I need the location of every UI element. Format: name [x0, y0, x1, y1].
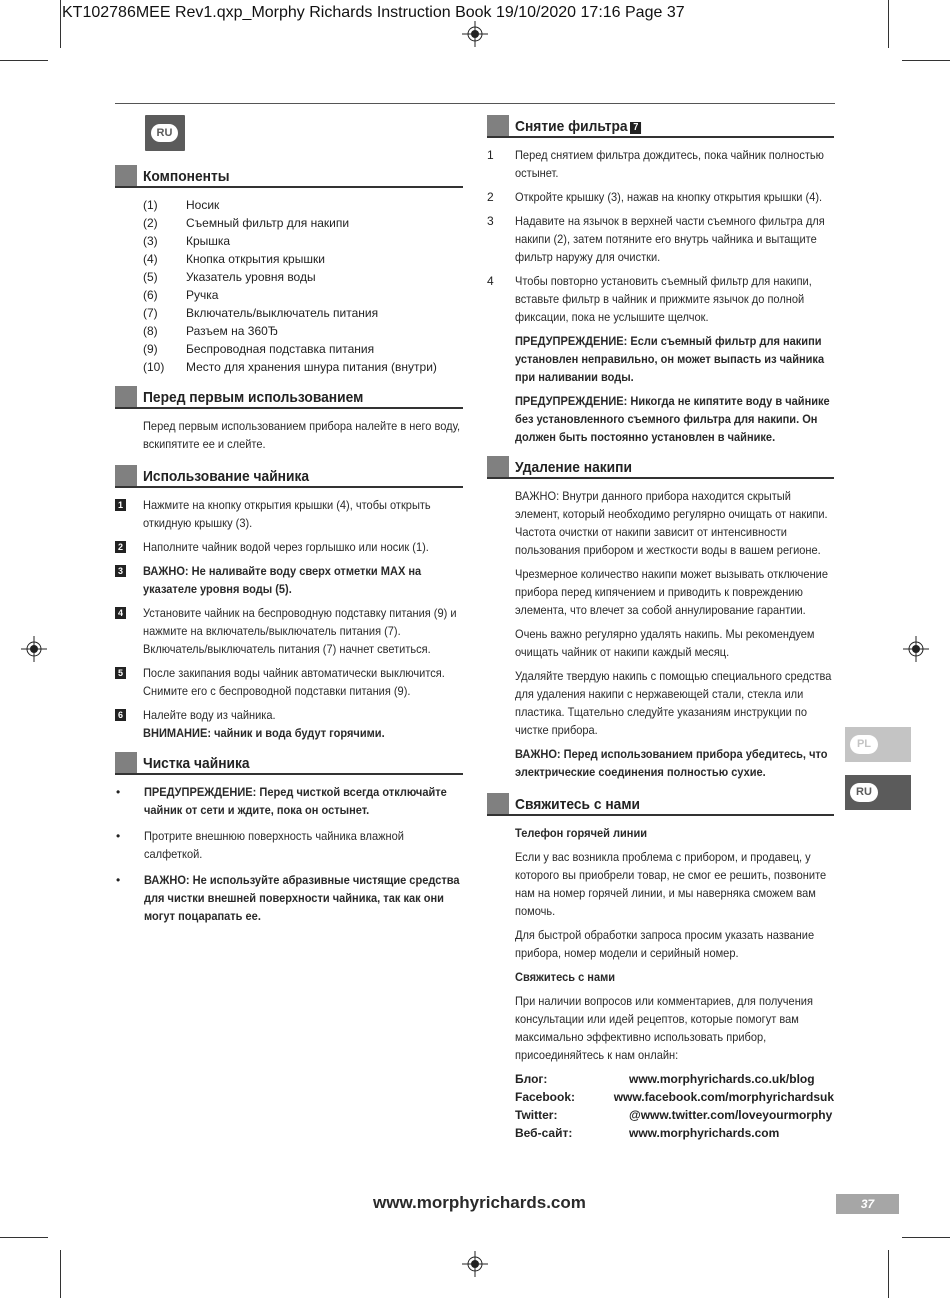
component-number: (6)	[143, 288, 158, 302]
section-heading	[115, 463, 463, 488]
bullet-text-inner: Протрите внешнюю поверхность чайника влажной салфеткой.	[144, 829, 404, 861]
hotline-details-text: Для быстрой обработки запроса просим указать название прибора, номер модели и серийный номер.	[515, 928, 815, 960]
filter-steps	[487, 146, 834, 326]
registration-mark-icon	[21, 636, 47, 662]
language-tab-ru	[845, 775, 911, 810]
contact-link-label: Веб-сайт:	[515, 1126, 573, 1140]
step-text	[515, 188, 834, 206]
contact-link-label: Блог:	[515, 1072, 548, 1086]
step-text	[515, 212, 834, 266]
step-text-inner: Перед снятием фильтра дождитесь, пока чайник полностью остынет.	[515, 148, 824, 180]
component-label: Ручка	[186, 288, 219, 302]
component-item	[115, 250, 463, 268]
section-heading	[487, 454, 834, 479]
language-tab-label: PL	[850, 735, 878, 754]
component-item	[115, 322, 463, 340]
component-label: Носик	[186, 198, 220, 212]
step-bold: ВАЖНО: Не наливайте воду сверх отметки MAX на указателе уровня воды (5).	[143, 564, 422, 596]
first-use-title: Перед первым использованием	[143, 389, 364, 406]
step-text	[143, 664, 463, 700]
component-label: Место для хранения шнура питания (внутри)	[186, 360, 437, 374]
contact-link-url[interactable]: @www.twitter.com/loveyourmorphy	[629, 1108, 833, 1122]
contact-link-row	[515, 1124, 834, 1142]
component-label: Разъем на 360Ђ	[186, 324, 279, 338]
registration-mark-icon	[462, 21, 488, 47]
bullet-text-inner: ВАЖНО: Не используйте абразивные чистящие средства для чистки внешней поверхности чайника, так как они могут поцарапать ее.	[144, 873, 460, 923]
filter-warnings	[487, 332, 834, 446]
section-heading	[487, 113, 834, 138]
component-label: Беспроводная подставка питания	[186, 342, 375, 356]
contact-link-row	[515, 1106, 834, 1124]
contact-link-url[interactable]: www.facebook.com/morphyrichardsuk	[613, 1090, 834, 1104]
step-text	[143, 562, 463, 598]
contact-heading: Свяжитесь с нами	[515, 970, 616, 984]
step-text	[143, 706, 406, 742]
filter-step	[487, 272, 834, 326]
component-number: (7)	[143, 306, 158, 320]
step-number: 1	[487, 148, 494, 162]
heading-square	[115, 386, 137, 407]
heading-square	[115, 465, 137, 486]
step-text-inner	[143, 538, 452, 556]
using-step	[115, 706, 463, 742]
crop-mark	[60, 0, 61, 48]
step-body: После закипания воды чайник автоматически выключится. Снимите его с беспроводной подставки питания (9).	[143, 666, 445, 698]
section-heading	[487, 791, 834, 816]
cleaning-bullet	[115, 783, 463, 819]
descale-paragraph	[487, 667, 834, 739]
component-number: (10)	[143, 360, 165, 374]
filter-step	[487, 212, 834, 266]
registration-mark-icon	[462, 1251, 488, 1277]
figure-number: 7	[630, 122, 641, 134]
first-use-text: Перед первым использованием прибора налейте в него воду, вскипятите ее и слейте.	[143, 419, 461, 451]
section-heading	[115, 163, 463, 188]
component-number: (3)	[143, 234, 158, 248]
component-label: Крышка	[186, 234, 231, 248]
paragraph-text: Удаляйте твердую накипь с помощью специального средства для удаления накипи с нержавеющей стали, стекла или пластика. Тщательно следуйте указаниям инструкции по чистке прибора.	[515, 669, 832, 737]
contact-section	[487, 791, 834, 1142]
hotline-text: Если у вас возникла проблема с прибором, и продавец, у которого вы приобрели товар, не смог ее решить, позвоните нам на номер горячей линии, и мы наверняка сможем вам помочь.	[515, 850, 827, 918]
component-number: (9)	[143, 342, 158, 356]
step-text-inner	[143, 664, 461, 700]
contact-text: При наличии вопросов или комментариев, для получения консультации или идей рецептов, которые помогут вам максимально эффективно использовать прибор, присоединяйтесь к нам онлайн:	[515, 994, 813, 1062]
descale-title: Удаление накипи	[515, 459, 632, 476]
bullet-text	[144, 871, 463, 925]
step-body: Нажмите на кнопку открытия крышки (4), чтобы открыть откидную крышку (3).	[143, 498, 431, 530]
filter-step	[487, 188, 834, 206]
step-number-box: 1	[115, 499, 126, 511]
language-tab-pl	[845, 727, 911, 762]
using-section	[115, 463, 463, 742]
component-item	[115, 196, 463, 214]
left-column	[115, 163, 463, 933]
descale-paragraph	[487, 625, 834, 661]
component-item	[115, 268, 463, 286]
using-step	[115, 604, 463, 658]
step-text	[515, 146, 834, 182]
component-number: (8)	[143, 324, 158, 338]
language-logo	[145, 115, 185, 151]
print-slug: KT102786MEE Rev1.qxp_Morphy Richards Instruction Book 19/10/2020 17:16 Page 37	[62, 4, 685, 21]
component-item	[115, 286, 463, 304]
top-rule	[115, 103, 835, 104]
contact-link-label: Twitter:	[515, 1108, 558, 1122]
registration-mark-icon	[903, 636, 929, 662]
step-number-box: 3	[115, 565, 126, 577]
step-number: 2	[487, 190, 494, 204]
crop-mark	[0, 60, 48, 61]
step-text-inner: Чтобы повторно установить съемный фильтр для накипи, вставьте фильтр в чайник и прижмите язычок до полной фиксации, пока не услышите щелчок.	[515, 274, 812, 324]
paragraph-text: ВАЖНО: Внутри данного прибора находится скрытый элемент, который необходимо регулярно очищать от накипи. Частота очистки от накипи зависит от интенсивности пользования прибором и жесткости воды в вашем регионе.	[515, 489, 828, 557]
descale-warning: ВАЖНО: Перед использованием прибора убедитесь, что электрические соединения полностью сухие.	[515, 747, 828, 779]
section-heading	[115, 750, 463, 775]
paragraph-text: Очень важно регулярно удалять накипь. Мы рекомендуем очищать чайник от накипи каждый месяц.	[515, 627, 815, 659]
step-bold: ВНИМАНИЕ: чайник и вода будут горячими.	[143, 726, 385, 740]
step-text-inner	[143, 706, 404, 742]
component-item	[115, 304, 463, 322]
heading-square	[487, 793, 509, 814]
using-step	[115, 496, 463, 532]
filter-section	[487, 113, 834, 446]
bullet-symbol: •	[116, 829, 121, 843]
contact-link-url[interactable]: www.morphyrichards.com	[629, 1126, 780, 1140]
component-item	[115, 214, 463, 232]
crop-mark	[888, 1250, 889, 1298]
heading-square	[487, 115, 509, 136]
step-number: 4	[487, 274, 494, 288]
cleaning-section	[115, 750, 463, 925]
warning-text: ПРЕДУПРЕЖДЕНИЕ: Никогда не кипятите воду в чайнике без установленного съемного фильтра для накипи. Он должен быть постоянно установлен в чайнике.	[515, 394, 830, 444]
step-number-box: 2	[115, 541, 126, 553]
contact-link-row	[515, 1088, 834, 1106]
cleaning-bullet	[115, 827, 463, 863]
filter-warning	[487, 332, 834, 386]
using-step	[115, 538, 463, 556]
component-label: Съемный фильтр для накипи	[186, 216, 350, 230]
heading-square	[487, 456, 509, 477]
component-item	[115, 340, 463, 358]
step-number: 3	[487, 214, 494, 228]
component-number: (5)	[143, 270, 158, 284]
component-label: Указатель уровня воды	[186, 270, 316, 284]
step-text	[143, 604, 463, 658]
heading-square	[115, 752, 137, 773]
components-list	[115, 196, 463, 376]
hotline-heading: Телефон горячей линии	[515, 826, 648, 840]
using-step	[115, 664, 463, 700]
descale-section	[487, 454, 834, 781]
contact-links	[487, 1070, 834, 1142]
contact-title: Свяжитесь с нами	[515, 796, 641, 813]
crop-mark	[902, 1237, 950, 1238]
section-heading	[115, 384, 463, 409]
component-label: Включатель/выключатель питания	[186, 306, 379, 320]
descale-paragraph	[487, 565, 834, 619]
warning-text: ПРЕДУПРЕЖДЕНИЕ: Если съемный фильтр для накипи установлен неправильно, он может выпасть из чайника при наливании воды.	[515, 334, 825, 384]
descale-paragraph	[487, 487, 834, 559]
language-tab-label: RU	[850, 783, 878, 802]
step-text	[515, 272, 834, 326]
bullet-text	[144, 827, 463, 863]
cleaning-bullets	[115, 783, 463, 925]
step-body: Налейте воду из чайника.	[143, 708, 276, 722]
component-number: (4)	[143, 252, 158, 266]
contact-link-row	[515, 1070, 834, 1088]
filter-warning	[487, 392, 834, 446]
bullet-symbol: •	[116, 785, 121, 799]
step-text	[143, 538, 454, 556]
step-text	[143, 496, 463, 532]
contact-link-url[interactable]: www.morphyrichards.co.uk/blog	[629, 1072, 815, 1086]
using-title: Использование чайника	[143, 468, 310, 485]
crop-mark	[0, 1237, 48, 1238]
components-title: Компоненты	[143, 168, 230, 185]
step-text-inner: Надавите на язычок в верхней части съемного фильтра для накипи (2), затем потяните его внутрь чайника и вытащите фильтр наружу для очистки.	[515, 214, 825, 264]
heading-square	[115, 165, 137, 186]
component-label: Кнопка открытия крышки	[186, 252, 325, 266]
step-number-box: 5	[115, 667, 126, 679]
paragraph-text: Чрезмерное количество накипи может вызывать отключение прибора перед кипячением и приводить к повреждению элемента, что влечет за собой аннулирование гарантии.	[515, 567, 828, 617]
filter-step	[487, 146, 834, 182]
step-number-box: 4	[115, 607, 126, 619]
component-item	[115, 358, 463, 376]
step-text-inner: Откройте крышку (3), нажав на кнопку открытия крышки (4).	[515, 190, 823, 204]
step-body: Наполните чайник водой через горлышко или носик (1).	[143, 540, 429, 554]
step-text-inner	[143, 562, 461, 598]
descale-paragraphs	[487, 487, 834, 739]
right-column	[487, 113, 834, 1150]
crop-mark	[60, 1250, 61, 1298]
bullet-symbol: •	[116, 873, 121, 887]
step-number-box: 6	[115, 709, 126, 721]
contact-link-label: Facebook:	[515, 1090, 576, 1104]
using-steps	[115, 496, 463, 742]
language-code: RU	[151, 124, 178, 142]
component-item	[115, 232, 463, 250]
step-text-inner	[143, 604, 461, 658]
first-use-section	[115, 384, 463, 453]
step-body: Установите чайник на беспроводную подставку питания (9) и нажмите на включатель/выключатель питания (7). Включатель/выключатель питания (7) начнет светиться.	[143, 606, 457, 656]
step-text-inner	[143, 496, 461, 532]
bullet-text-inner: ПРЕДУПРЕЖДЕНИЕ: Перед чисткой всегда отключайте чайник от сети и ждите, пока он остынет.	[144, 785, 447, 817]
cleaning-bullet	[115, 871, 463, 925]
crop-mark	[902, 60, 950, 61]
bullet-text	[144, 783, 463, 819]
crop-mark	[888, 0, 889, 48]
component-number: (2)	[143, 216, 158, 230]
footer-url: www.morphyrichards.com	[373, 1193, 586, 1212]
filter-title: Снятие фильтра 7	[515, 118, 641, 135]
component-number: (1)	[143, 198, 158, 212]
page-number: 37	[836, 1194, 899, 1214]
using-step	[115, 562, 463, 598]
components-section	[115, 163, 463, 376]
cleaning-title: Чистка чайника	[143, 755, 250, 772]
